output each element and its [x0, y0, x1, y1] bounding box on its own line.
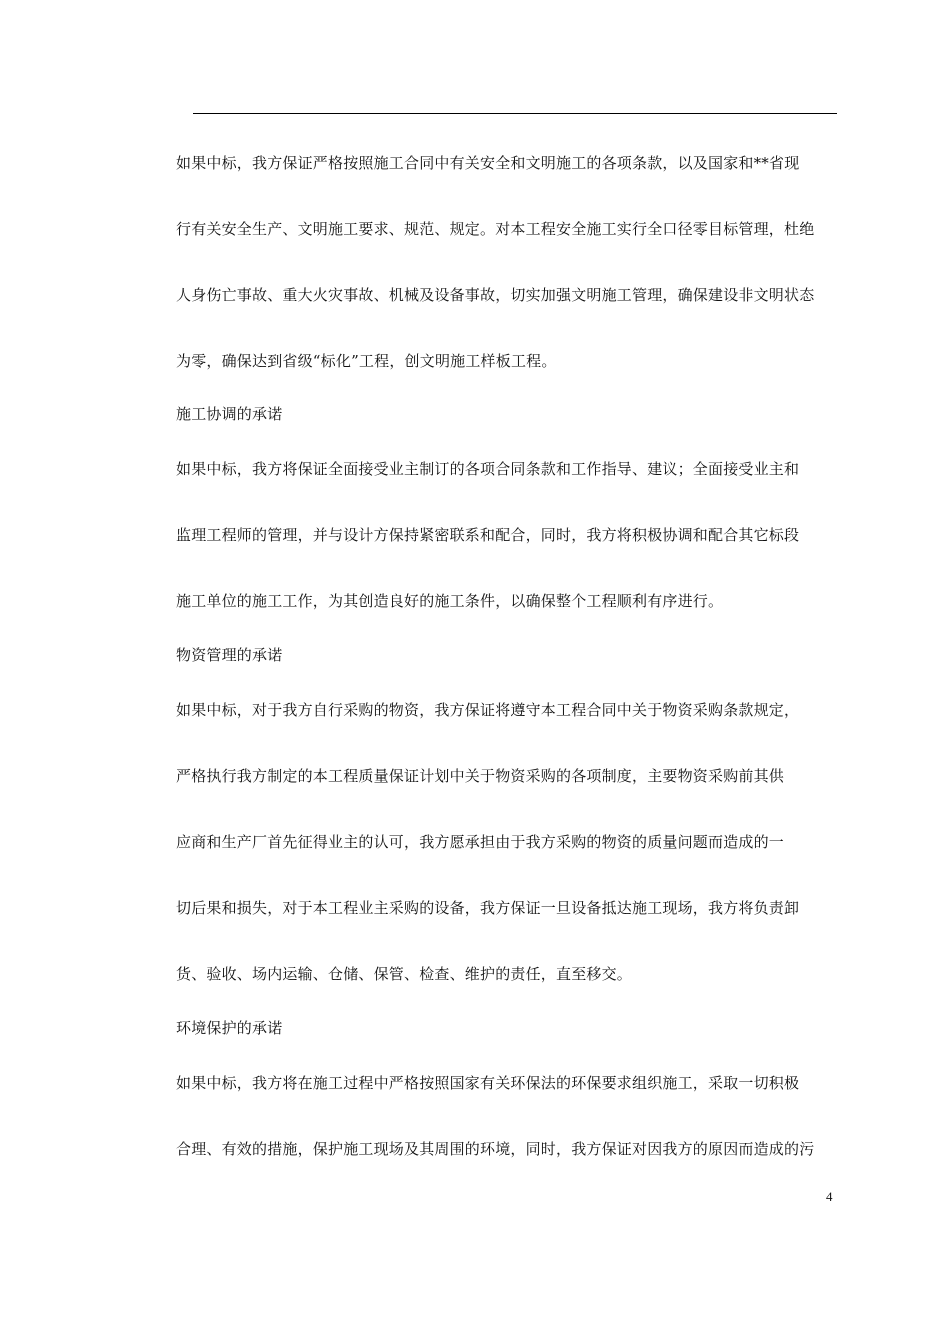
body-line: 为零，确保达到省级“标化”工程，创文明施工样板工程。 — [176, 352, 557, 370]
section-heading: 环境保护的承诺 — [176, 1019, 283, 1037]
body-line: 行有关安全生产、文明施工要求、规范、规定。对本工程安全施工实行全口径零目标管理，杜绝 — [176, 220, 815, 238]
body-line: 合理、有效的措施，保护施工现场及其周围的环境，同时，我方保证对因我方的原因而造成的污 — [176, 1140, 815, 1158]
body-line: 施工单位的施工工作，为其创造良好的施工条件，以确保整个工程顺利有序进行。 — [176, 592, 724, 610]
page-number: 4 — [826, 1189, 833, 1204]
body-line: 应商和生产厂首先征得业主的认可，我方愿承担由于我方采购的物资的质量问题而造成的一 — [176, 833, 785, 851]
body-line: 如果中标，对于我方自行采购的物资，我方保证将遵守本工程合同中关于物资采购条款规定， — [176, 701, 800, 719]
body-line: 货、验收、场内运输、仓储、保管、检查、维护的责任，直至移交。 — [176, 965, 633, 983]
body-line: 严格执行我方制定的本工程质量保证计划中关于物资采购的各项制度，主要物资采购前其供 — [176, 767, 785, 785]
body-line: 如果中标，我方将保证全面接受业主制订的各项合同条款和工作指导、建议；全面接受业主和 — [176, 460, 800, 478]
section-heading: 物资管理的承诺 — [176, 646, 283, 664]
body-line: 切后果和损失，对于本工程业主采购的设备，我方保证一旦设备抵达施工现场，我方将负责卸 — [176, 899, 800, 917]
body-line: 监理工程师的管理，并与设计方保持紧密联系和配合，同时，我方将积极协调和配合其它标段 — [176, 526, 800, 544]
body-line: 如果中标，我方将在施工过程中严格按照国家有关环保法的环保要求组织施工，采取一切积极 — [176, 1074, 800, 1092]
body-line: 如果中标，我方保证严格按照施工合同中有关安全和文明施工的各项条款，以及国家和**省现 — [176, 154, 800, 172]
section-heading: 施工协调的承诺 — [176, 405, 283, 423]
body-line: 人身伤亡事故、重大火灾事故、机械及设备事故，切实加强文明施工管理，确保建设非文明状态 — [176, 286, 815, 304]
header-rule — [193, 113, 837, 114]
